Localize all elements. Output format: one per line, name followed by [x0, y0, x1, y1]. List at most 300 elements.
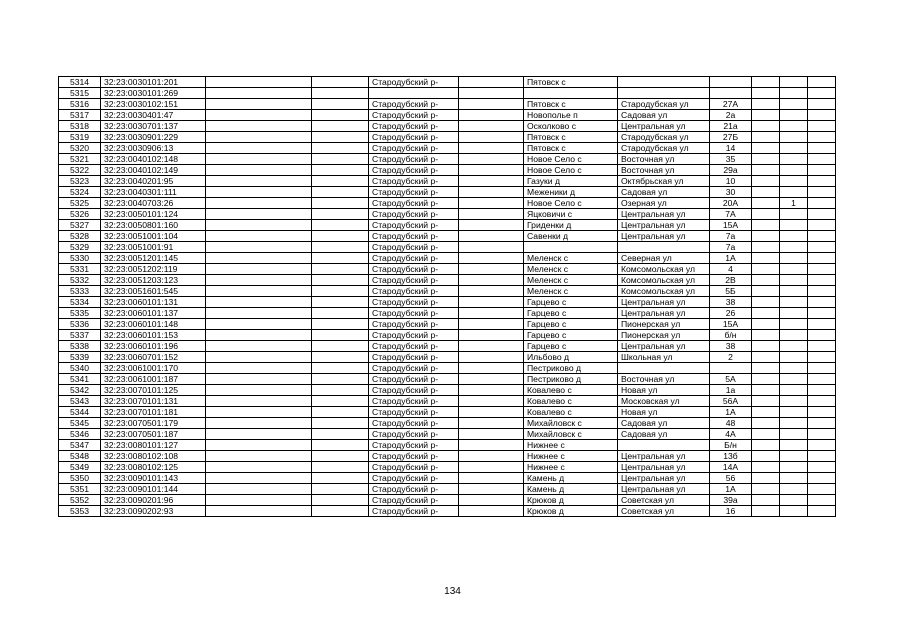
col-10-cell: [752, 418, 780, 429]
col-3-cell: [206, 77, 312, 88]
col-3-cell: [206, 121, 312, 132]
col-3-cell: [206, 198, 312, 209]
col-4-cell: [312, 363, 369, 374]
col-6-cell: [459, 242, 524, 253]
settlement-cell: Ковалево с: [524, 407, 618, 418]
settlement-cell: Савенки д: [524, 231, 618, 242]
cadastral-number-cell: 32:23:0070101:131: [101, 396, 206, 407]
col-6-cell: [459, 275, 524, 286]
col-3-cell: [206, 330, 312, 341]
street-cell: Центральная ул: [618, 484, 710, 495]
street-cell: Садовая ул: [618, 110, 710, 121]
street-cell: Октябрьская ул: [618, 176, 710, 187]
col-11-cell: [780, 220, 808, 231]
cadastral-number-cell: 32:23:0051202:119: [101, 264, 206, 275]
col-6-cell: [459, 143, 524, 154]
col-12-cell: [808, 264, 836, 275]
col-10-cell: [752, 121, 780, 132]
col-11-cell: [780, 363, 808, 374]
house-number-cell: 14А: [710, 462, 752, 473]
house-number-cell: 2: [710, 352, 752, 363]
col-6-cell: [459, 484, 524, 495]
col-4-cell: [312, 319, 369, 330]
house-number-cell: 21а: [710, 121, 752, 132]
settlement-cell: Гарцево с: [524, 308, 618, 319]
col-12-cell: [808, 308, 836, 319]
col-12-cell: [808, 132, 836, 143]
settlement-cell: Яцковичи с: [524, 209, 618, 220]
record-number-cell: 5320: [59, 143, 101, 154]
col-10-cell: [752, 462, 780, 473]
col-10-cell: [752, 429, 780, 440]
col-6-cell: [459, 110, 524, 121]
col-4-cell: [312, 187, 369, 198]
record-number-cell: 5317: [59, 110, 101, 121]
house-number-cell: 1А: [710, 253, 752, 264]
col-4-cell: [312, 220, 369, 231]
settlement-cell: Михайловск с: [524, 418, 618, 429]
settlement-cell: Новое Село с: [524, 165, 618, 176]
street-cell: Садовая ул: [618, 418, 710, 429]
settlement-cell: Ковалево с: [524, 396, 618, 407]
col-12-cell: [808, 187, 836, 198]
house-number-cell: 35: [710, 154, 752, 165]
table-row: [59, 143, 836, 154]
street-cell: Восточная ул: [618, 374, 710, 385]
cadastral-number-cell: 32:23:0090201:96: [101, 495, 206, 506]
record-number-cell: 5331: [59, 264, 101, 275]
col-4-cell: [312, 110, 369, 121]
table-row: [59, 198, 836, 209]
col-6-cell: [459, 374, 524, 385]
col-11-cell: [780, 429, 808, 440]
col-11-cell: [780, 264, 808, 275]
col-10-cell: [752, 165, 780, 176]
cadastral-number-cell: 32:23:0050801:160: [101, 220, 206, 231]
table-row: [59, 319, 836, 330]
col-11-cell: [780, 187, 808, 198]
street-cell: Центральная ул: [618, 209, 710, 220]
col-3-cell: [206, 319, 312, 330]
table-row: [59, 275, 836, 286]
settlement-cell: Гарцево с: [524, 319, 618, 330]
record-number-cell: 5338: [59, 341, 101, 352]
col-3-cell: [206, 176, 312, 187]
record-number-cell: 5330: [59, 253, 101, 264]
record-number-cell: 5314: [59, 77, 101, 88]
district-cell: Стародубский р-: [369, 99, 459, 110]
record-number-cell: 5351: [59, 484, 101, 495]
col-6-cell: [459, 176, 524, 187]
col-10-cell: [752, 242, 780, 253]
street-cell: Центральная ул: [618, 473, 710, 484]
col-6-cell: [459, 264, 524, 275]
col-12-cell: [808, 165, 836, 176]
col-11-cell: [780, 275, 808, 286]
col-10-cell: [752, 88, 780, 99]
table-row: [59, 506, 836, 517]
house-number-cell: 27А: [710, 99, 752, 110]
col-6-cell: [459, 407, 524, 418]
house-number-cell: 56: [710, 473, 752, 484]
col-12-cell: [808, 473, 836, 484]
col-10-cell: [752, 330, 780, 341]
cadastral-number-cell: 32:23:0030102:151: [101, 99, 206, 110]
col-10-cell: [752, 407, 780, 418]
street-cell: Новая ул: [618, 385, 710, 396]
record-number-cell: 5323: [59, 176, 101, 187]
col-11-cell: [780, 143, 808, 154]
record-number-cell: 5346: [59, 429, 101, 440]
street-cell: Центральная ул: [618, 220, 710, 231]
col-10-cell: [752, 77, 780, 88]
district-cell: Стародубский р-: [369, 363, 459, 374]
district-cell: Стародубский р-: [369, 253, 459, 264]
registry-table-body: [59, 77, 836, 517]
district-cell: Стародубский р-: [369, 143, 459, 154]
settlement-cell: Крюков д: [524, 495, 618, 506]
col-12-cell: [808, 275, 836, 286]
col-4-cell: [312, 154, 369, 165]
district-cell: Стародубский р-: [369, 462, 459, 473]
cadastral-number-cell: 32:23:0060701:152: [101, 352, 206, 363]
col-4-cell: [312, 352, 369, 363]
record-number-cell: 5337: [59, 330, 101, 341]
street-cell: Северная ул: [618, 253, 710, 264]
col-3-cell: [206, 209, 312, 220]
col-10-cell: [752, 297, 780, 308]
col-12-cell: [808, 495, 836, 506]
col-6-cell: [459, 132, 524, 143]
col-10-cell: [752, 308, 780, 319]
street-cell: Комсомольская ул: [618, 275, 710, 286]
cadastral-number-cell: 32:23:0070501:179: [101, 418, 206, 429]
col-10-cell: [752, 220, 780, 231]
table-row: [59, 451, 836, 462]
col-12-cell: [808, 77, 836, 88]
col-11-cell: [780, 121, 808, 132]
table-row: [59, 154, 836, 165]
street-cell: Восточная ул: [618, 154, 710, 165]
cadastral-number-cell: 32:23:0061001:187: [101, 374, 206, 385]
col-10-cell: [752, 110, 780, 121]
col-6-cell: [459, 308, 524, 319]
table-row: [59, 352, 836, 363]
district-cell: Стародубский р-: [369, 220, 459, 231]
col-12-cell: [808, 286, 836, 297]
col-11-cell: [780, 374, 808, 385]
cadastral-number-cell: 32:23:0080102:125: [101, 462, 206, 473]
col-10-cell: [752, 473, 780, 484]
col-10-cell: [752, 352, 780, 363]
col-10-cell: [752, 154, 780, 165]
house-number-cell: 7а: [710, 242, 752, 253]
col-12-cell: [808, 110, 836, 121]
col-4-cell: [312, 242, 369, 253]
district-cell: Стародубский р-: [369, 374, 459, 385]
settlement-cell: Меленск с: [524, 275, 618, 286]
col-4-cell: [312, 418, 369, 429]
col-11-cell: [780, 132, 808, 143]
col-3-cell: [206, 451, 312, 462]
col-11-cell: [780, 253, 808, 264]
house-number-cell: 56А: [710, 396, 752, 407]
col-4-cell: [312, 231, 369, 242]
col-4-cell: [312, 165, 369, 176]
street-cell: Школьная ул: [618, 352, 710, 363]
col-3-cell: [206, 99, 312, 110]
cadastral-number-cell: 32:23:0051601:545: [101, 286, 206, 297]
district-cell: Стародубский р-: [369, 319, 459, 330]
house-number-cell: 7А: [710, 209, 752, 220]
col-6-cell: [459, 363, 524, 374]
table-row: [59, 341, 836, 352]
col-4-cell: [312, 407, 369, 418]
settlement-cell: Нижнее с: [524, 440, 618, 451]
col-12-cell: [808, 176, 836, 187]
col-11-cell: [780, 242, 808, 253]
col-6-cell: [459, 451, 524, 462]
table-row: [59, 187, 836, 198]
col-12-cell: [808, 363, 836, 374]
col-4-cell: [312, 275, 369, 286]
col-3-cell: [206, 407, 312, 418]
cadastral-number-cell: 32:23:0030701:137: [101, 121, 206, 132]
settlement-cell: Пятовск с: [524, 143, 618, 154]
house-number-cell: 48: [710, 418, 752, 429]
cadastral-number-cell: 32:23:0040201:95: [101, 176, 206, 187]
table-row: [59, 495, 836, 506]
house-number-cell: 2а: [710, 110, 752, 121]
record-number-cell: 5336: [59, 319, 101, 330]
street-cell: Московская ул: [618, 396, 710, 407]
col-3-cell: [206, 418, 312, 429]
col-11-cell: [780, 385, 808, 396]
col-3-cell: [206, 253, 312, 264]
settlement-cell: Пятовск с: [524, 77, 618, 88]
street-cell: Комсомольская ул: [618, 286, 710, 297]
col-3-cell: [206, 220, 312, 231]
street-cell: [618, 88, 710, 99]
col-3-cell: [206, 297, 312, 308]
district-cell: Стародубский р-: [369, 473, 459, 484]
street-cell: [618, 363, 710, 374]
table-row: [59, 110, 836, 121]
record-number-cell: 5339: [59, 352, 101, 363]
col-12-cell: [808, 440, 836, 451]
settlement-cell: Нижнее с: [524, 462, 618, 473]
district-cell: Стародубский р-: [369, 264, 459, 275]
col-10-cell: [752, 275, 780, 286]
street-cell: [618, 242, 710, 253]
street-cell: Советская ул: [618, 506, 710, 517]
record-number-cell: 5352: [59, 495, 101, 506]
col-10-cell: [752, 132, 780, 143]
col-12-cell: [808, 385, 836, 396]
col-4-cell: [312, 330, 369, 341]
col-11-cell: [780, 330, 808, 341]
col-12-cell: [808, 330, 836, 341]
col-3-cell: [206, 132, 312, 143]
house-number-cell: 29а: [710, 165, 752, 176]
col-6-cell: [459, 506, 524, 517]
table-row: [59, 330, 836, 341]
settlement-cell: Меженики д: [524, 187, 618, 198]
house-number-cell: 38: [710, 341, 752, 352]
district-cell: Стародубский р-: [369, 495, 459, 506]
district-cell: Стародубский р-: [369, 187, 459, 198]
table-row: [59, 473, 836, 484]
house-number-cell: б/н: [710, 330, 752, 341]
col-3-cell: [206, 429, 312, 440]
col-6-cell: [459, 319, 524, 330]
col-3-cell: [206, 308, 312, 319]
district-cell: Стародубский р-: [369, 352, 459, 363]
col-11-cell: [780, 396, 808, 407]
col-6-cell: [459, 209, 524, 220]
col-4-cell: [312, 462, 369, 473]
col-12-cell: [808, 341, 836, 352]
cadastral-number-cell: 32:23:0051201:145: [101, 253, 206, 264]
col-3-cell: [206, 495, 312, 506]
col-6-cell: [459, 352, 524, 363]
cadastral-number-cell: 32:23:0030401:47: [101, 110, 206, 121]
settlement-cell: Газуки д: [524, 176, 618, 187]
col-3-cell: [206, 187, 312, 198]
cadastral-number-cell: 32:23:0051001:91: [101, 242, 206, 253]
cadastral-number-cell: 32:23:0060101:137: [101, 308, 206, 319]
col-6-cell: [459, 473, 524, 484]
col-4-cell: [312, 429, 369, 440]
table-row: [59, 121, 836, 132]
col-6-cell: [459, 88, 524, 99]
street-cell: Стародубская ул: [618, 132, 710, 143]
col-4-cell: [312, 143, 369, 154]
col-11-cell: [780, 176, 808, 187]
col-3-cell: [206, 231, 312, 242]
house-number-cell: 1А: [710, 484, 752, 495]
street-cell: Центральная ул: [618, 462, 710, 473]
col-6-cell: [459, 286, 524, 297]
col-10-cell: [752, 451, 780, 462]
col-11-cell: [780, 110, 808, 121]
col-12-cell: [808, 352, 836, 363]
col-6-cell: [459, 154, 524, 165]
col-3-cell: [206, 154, 312, 165]
settlement-cell: Гарцево с: [524, 330, 618, 341]
street-cell: Центральная ул: [618, 308, 710, 319]
col-6-cell: [459, 418, 524, 429]
cadastral-number-cell: 32:23:0051203:123: [101, 275, 206, 286]
district-cell: Стародубский р-: [369, 209, 459, 220]
col-6-cell: [459, 220, 524, 231]
record-number-cell: 5327: [59, 220, 101, 231]
col-12-cell: [808, 209, 836, 220]
col-6-cell: [459, 429, 524, 440]
street-cell: Пионерская ул: [618, 319, 710, 330]
table-row: [59, 176, 836, 187]
record-number-cell: 5319: [59, 132, 101, 143]
record-number-cell: 5326: [59, 209, 101, 220]
table-row: [59, 462, 836, 473]
district-cell: Стародубский р-: [369, 231, 459, 242]
settlement-cell: Ильбово д: [524, 352, 618, 363]
col-3-cell: [206, 264, 312, 275]
house-number-cell: 1А: [710, 407, 752, 418]
col-3-cell: [206, 88, 312, 99]
col-11-cell: [780, 484, 808, 495]
district-cell: Стародубский р-: [369, 286, 459, 297]
district-cell: Стародубский р-: [369, 396, 459, 407]
house-number-cell: 20А: [710, 198, 752, 209]
col-4-cell: [312, 308, 369, 319]
col-12-cell: [808, 99, 836, 110]
district-cell: Стародубский р-: [369, 407, 459, 418]
col-6-cell: [459, 231, 524, 242]
street-cell: Центральная ул: [618, 231, 710, 242]
col-6-cell: [459, 495, 524, 506]
col-10-cell: [752, 209, 780, 220]
settlement-cell: Меленск с: [524, 286, 618, 297]
col-12-cell: [808, 154, 836, 165]
col-3-cell: [206, 484, 312, 495]
col-10-cell: [752, 440, 780, 451]
cadastral-number-cell: 32:23:0060101:196: [101, 341, 206, 352]
col-4-cell: [312, 198, 369, 209]
table-row: [59, 363, 836, 374]
cadastral-number-cell: 32:23:0040301:111: [101, 187, 206, 198]
house-number-cell: Б/н: [710, 440, 752, 451]
district-cell: Стародубский р-: [369, 385, 459, 396]
record-number-cell: 5340: [59, 363, 101, 374]
district-cell: Стародубский р-: [369, 330, 459, 341]
record-number-cell: 5325: [59, 198, 101, 209]
col-4-cell: [312, 396, 369, 407]
col-4-cell: [312, 132, 369, 143]
col-11-cell: [780, 451, 808, 462]
district-cell: Стародубский р-: [369, 176, 459, 187]
house-number-cell: [710, 77, 752, 88]
col-4-cell: [312, 121, 369, 132]
table-row: [59, 396, 836, 407]
street-cell: [618, 77, 710, 88]
col-4-cell: [312, 385, 369, 396]
house-number-cell: 15А: [710, 220, 752, 231]
settlement-cell: Гриденки д: [524, 220, 618, 231]
col-11-cell: [780, 88, 808, 99]
col-10-cell: [752, 396, 780, 407]
col-4-cell: [312, 440, 369, 451]
street-cell: Садовая ул: [618, 187, 710, 198]
cadastral-number-cell: 32:23:0061001:170: [101, 363, 206, 374]
col-4-cell: [312, 341, 369, 352]
col-11-cell: [780, 286, 808, 297]
col-4-cell: [312, 176, 369, 187]
table-row: [59, 242, 836, 253]
cadastral-number-cell: 32:23:0090101:143: [101, 473, 206, 484]
street-cell: Советская ул: [618, 495, 710, 506]
page-number: 134: [444, 586, 461, 597]
house-number-cell: [710, 88, 752, 99]
cadastral-number-cell: 32:23:0070501:187: [101, 429, 206, 440]
col-12-cell: [808, 418, 836, 429]
col-4-cell: [312, 88, 369, 99]
settlement-cell: Меленск с: [524, 253, 618, 264]
record-number-cell: 5335: [59, 308, 101, 319]
cadastral-number-cell: 32:23:0040703:26: [101, 198, 206, 209]
col-6-cell: [459, 99, 524, 110]
col-4-cell: [312, 374, 369, 385]
